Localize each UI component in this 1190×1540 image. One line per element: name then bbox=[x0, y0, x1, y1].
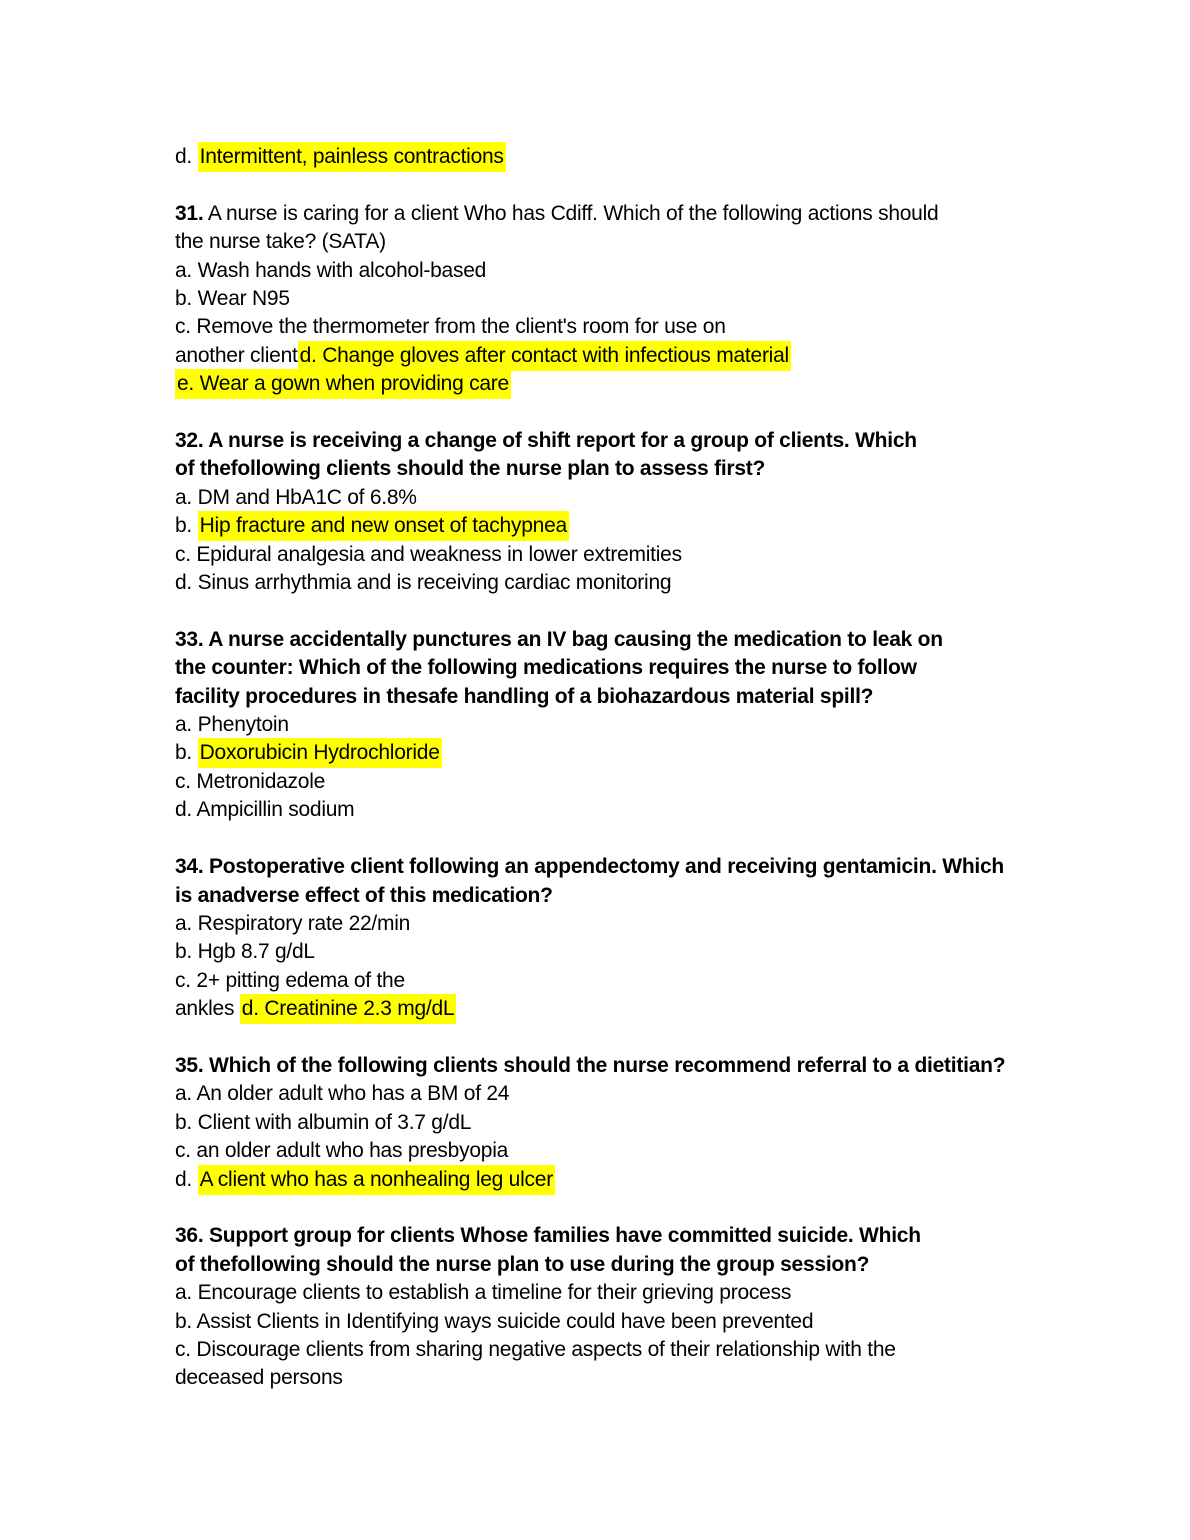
text-line bbox=[175, 143, 1160, 171]
text-run: b. bbox=[175, 514, 198, 538]
document-body bbox=[175, 143, 1160, 1393]
text-line bbox=[175, 285, 1160, 313]
highlighted-text: Doxorubicin Hydrochloride bbox=[198, 738, 442, 768]
text-run: of thefollowing should the nurse plan to use during the group session? bbox=[175, 1252, 870, 1276]
text-line bbox=[175, 541, 1160, 569]
text-line bbox=[175, 910, 1160, 938]
text-run: 36. Support group for clients Whose families have committed suicide. Which bbox=[175, 1224, 921, 1248]
question-block bbox=[175, 200, 1160, 399]
text-line bbox=[175, 853, 1160, 881]
text-run: is anadverse effect of this medication? bbox=[175, 883, 553, 907]
question-block bbox=[175, 427, 1160, 597]
text-run: ankles bbox=[175, 997, 240, 1021]
text-run: b. Wear N95 bbox=[175, 287, 290, 311]
text-line bbox=[175, 342, 1160, 370]
text-run: a. DM and HbA1C of 6.8% bbox=[175, 485, 417, 509]
text-run: of thefollowing clients should the nurse plan to assess first? bbox=[175, 457, 766, 481]
text-line bbox=[175, 1308, 1160, 1336]
text-run: deceased persons bbox=[175, 1366, 343, 1390]
text-run: a. Phenytoin bbox=[175, 713, 289, 737]
text-run: d. bbox=[175, 145, 198, 168]
text-line bbox=[175, 1251, 1160, 1279]
text-line bbox=[175, 768, 1160, 796]
text-line bbox=[175, 512, 1160, 540]
text-run: the nurse take? (SATA) bbox=[175, 230, 386, 254]
text-run: b. Assist Clients in Identifying ways suicide could have been prevented bbox=[175, 1309, 814, 1333]
text-line bbox=[175, 967, 1160, 995]
question-block bbox=[175, 1222, 1160, 1392]
text-line bbox=[175, 257, 1160, 285]
text-line bbox=[175, 1080, 1160, 1108]
text-run: c. Discourage clients from sharing negative aspects of their relationship with the bbox=[175, 1337, 896, 1361]
text-run: d. bbox=[175, 1167, 198, 1191]
text-run: 34. Postoperative client following an appendectomy and receiving gentamicin. Which bbox=[175, 855, 1005, 879]
text-run: d. Sinus arrhythmia and is receiving cardiac monitoring bbox=[175, 571, 672, 595]
text-run: another client bbox=[175, 343, 298, 367]
text-run: b. bbox=[175, 741, 198, 765]
text-line bbox=[175, 370, 1160, 398]
text-run: a. An older adult who has a BM of 24 bbox=[175, 1082, 510, 1106]
question-block bbox=[175, 626, 1160, 825]
text-run: A nurse is caring for a client Who has Cdiff. Which of the following actions should bbox=[203, 201, 939, 225]
text-run: a. Encourage clients to establish a timeline for their grieving process bbox=[175, 1281, 792, 1305]
text-run: 35. Which of the following clients should the nurse recommend referral to a dietitian? bbox=[175, 1053, 1006, 1077]
text-line bbox=[175, 938, 1160, 966]
text-run: 33. A nurse accidentally punctures an IV bag causing the medication to leak on bbox=[175, 627, 943, 651]
text-run: a. Wash hands with alcohol-based bbox=[175, 258, 487, 282]
text-line bbox=[175, 882, 1160, 910]
highlighted-text: Hip fracture and new onset of tachypnea bbox=[198, 511, 569, 541]
text-line bbox=[175, 455, 1160, 483]
text-line bbox=[175, 626, 1160, 654]
text-line bbox=[175, 1279, 1160, 1307]
text-run: d. Ampicillin sodium bbox=[175, 798, 355, 822]
text-line bbox=[175, 1137, 1160, 1165]
text-run: a. Respiratory rate 22/min bbox=[175, 911, 411, 935]
text-run: c. 2+ pitting edema of the bbox=[175, 968, 405, 992]
text-line bbox=[175, 1336, 1160, 1364]
text-line bbox=[175, 1166, 1160, 1194]
text-run: 31. bbox=[175, 201, 204, 225]
text-line bbox=[175, 683, 1160, 711]
question-block bbox=[175, 143, 1160, 171]
highlighted-text: e. Wear a gown when providing care bbox=[175, 369, 511, 399]
text-run: c. Metronidazole bbox=[175, 769, 326, 793]
text-line bbox=[175, 200, 1160, 228]
text-run: b. Client with albumin of 3.7 g/dL bbox=[175, 1110, 472, 1134]
text-line bbox=[175, 484, 1160, 512]
text-line bbox=[175, 1052, 1160, 1080]
text-line bbox=[175, 1222, 1160, 1250]
text-line bbox=[175, 313, 1160, 341]
text-run: facility procedures in thesafe handling of a biohazardous material spill? bbox=[175, 684, 874, 708]
highlighted-text: d. Change gloves after contact with infectious material bbox=[298, 341, 791, 371]
text-run: c. an older adult who has presbyopia bbox=[175, 1139, 509, 1163]
text-line bbox=[175, 654, 1160, 682]
text-line bbox=[175, 569, 1160, 597]
text-run: the counter: Which of the following medications requires the nurse to follow bbox=[175, 656, 917, 680]
question-block bbox=[175, 853, 1160, 1023]
text-line bbox=[175, 796, 1160, 824]
highlighted-text: d. Creatinine 2.3 mg/dL bbox=[240, 994, 457, 1024]
highlighted-text: A client who has a nonhealing leg ulcer bbox=[198, 1165, 555, 1195]
text-run: b. Hgb 8.7 g/dL bbox=[175, 940, 315, 964]
text-line bbox=[175, 427, 1160, 455]
text-run: 32. A nurse is receiving a change of shift report for a group of clients. Which bbox=[175, 429, 917, 453]
text-line bbox=[175, 711, 1160, 739]
highlighted-text: Intermittent, painless contractions bbox=[198, 142, 506, 172]
text-line bbox=[175, 995, 1160, 1023]
text-line bbox=[175, 739, 1160, 767]
text-line bbox=[175, 228, 1160, 256]
text-run: c. Epidural analgesia and weakness in lower extremities bbox=[175, 542, 682, 566]
text-line bbox=[175, 1364, 1160, 1392]
text-line bbox=[175, 1109, 1160, 1137]
question-block bbox=[175, 1052, 1160, 1194]
text-run: c. Remove the thermometer from the client's room for use on bbox=[175, 315, 726, 339]
